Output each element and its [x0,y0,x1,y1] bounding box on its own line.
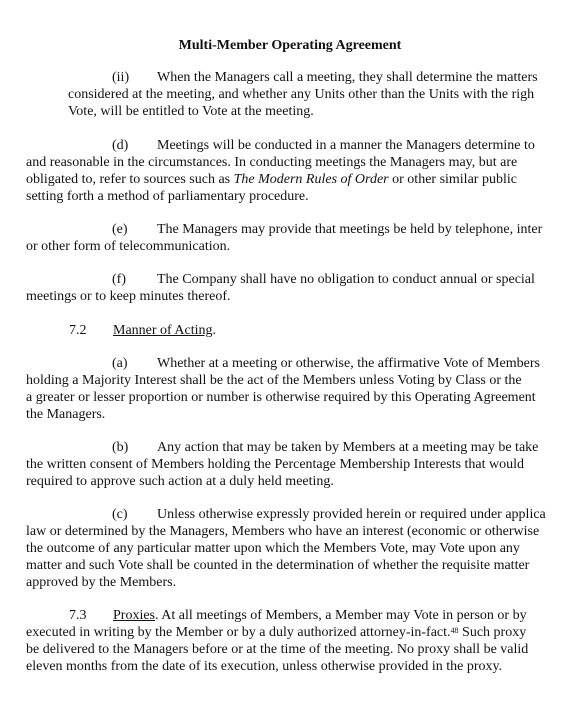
paragraph-ii-line-1: When the Managers call a meeting, they shall determine the matters [157,70,538,85]
paragraph-ii-line-2: considered at the meeting, and whether any Units other than the Units with the righ [68,87,535,102]
paragraph-c-line-3: the outcome of any particular matter upon which the Members Vote, may Vote upon any [26,541,520,556]
section-7-2-dot: . [212,323,217,338]
section-7-3-line-2b: Such proxy [458,625,527,640]
section-7-3-line-2a: executed in writing by the Member or by a duly authorized attorney-in-fact. [26,625,451,640]
section-7-3-line-1-text: . At all meetings of Members, a Member may Vote in person or by [155,608,527,623]
paragraph-number-a: (a) [112,356,128,371]
paragraph-number-ii: (ii) [112,70,130,85]
paragraph-f-line-2: meetings or to keep minutes thereof. [26,289,231,304]
footnote-reference-48[interactable]: 48 [450,626,459,635]
paragraph-a-line-4: the Managers. [26,407,106,422]
paragraph-c-line-2: law or determined by the Managers, Members who have an interest (economic or otherwise [26,524,540,539]
section-number-7-2: 7.2 [69,323,87,338]
section-7-3-line-2 [26,624,526,641]
paragraph-b-line-3: required to approve such action at a duly held meeting. [26,474,334,489]
paragraph-d-line-3c: or other similar public [388,172,517,187]
paragraph-number-f: (f) [112,272,126,287]
cited-title: The Modern Rules of Order [233,172,389,187]
section-7-3-line-3: be delivered to the Managers before or at the time of the meeting. No proxy shall be valid [26,642,529,657]
paragraph-c-line-1: Unless otherwise expressly provided herein or required under applica [157,507,546,522]
paragraph-b-line-2: the written consent of Members holding the Percentage Membership Interests that would [26,457,525,472]
section-7-3-title: Proxies [113,608,155,623]
paragraph-e-line-1: The Managers may provide that meetings be held by telephone, inter [157,222,543,237]
paragraph-ii-line-3: Vote, will be entitled to Vote at the meeting. [68,104,314,119]
paragraph-number-d: (d) [112,138,129,153]
paragraph-f-line-1: The Company shall have no obligation to conduct annual or special [157,272,535,287]
paragraph-d-line-3a: obligated to, refer to sources such as [26,172,234,187]
section-number-7-3: 7.3 [69,608,87,623]
section-7-3-line-1 [113,607,527,624]
paragraph-d-line-3 [26,171,517,188]
paragraph-number-c: (c) [112,507,128,522]
document-title: Multi-Member Operating Agreement [178,38,402,53]
paragraph-number-e: (e) [112,222,128,237]
section-7-3-line-4: eleven months from the date of its execution, unless otherwise provided in the proxy. [26,659,503,674]
paragraph-e-line-2: or other form of telecommunication. [26,239,231,254]
paragraph-d-line-4: setting forth a method of parliamentary procedure. [26,189,309,204]
paragraph-c-line-5: approved by the Members. [26,575,177,590]
section-7-2-heading [113,322,216,339]
paragraph-b-line-1: Any action that may be taken by Members at a meeting may be take [157,440,539,455]
paragraph-number-b: (b) [112,440,129,455]
paragraph-c-line-4: matter and such Vote shall be counted in the determination of whether the requisite matter [26,558,530,573]
paragraph-d-line-1: Meetings will be conducted in a manner the Managers determine to [157,138,535,153]
paragraph-a-line-3: a greater or lesser proportion or number is otherwise required by this Operating Agreement [26,390,536,405]
paragraph-a-line-2: holding a Majority Interest shall be the act of the Members unless Voting by Class or the [26,373,522,388]
paragraph-d-line-2: and reasonable in the circumstances. In conducting meetings the Managers may, but are [26,155,518,170]
paragraph-a-line-1: Whether at a meeting or otherwise, the affirmative Vote of Members [157,356,540,371]
section-7-2-title: Manner of Acting [113,323,213,338]
